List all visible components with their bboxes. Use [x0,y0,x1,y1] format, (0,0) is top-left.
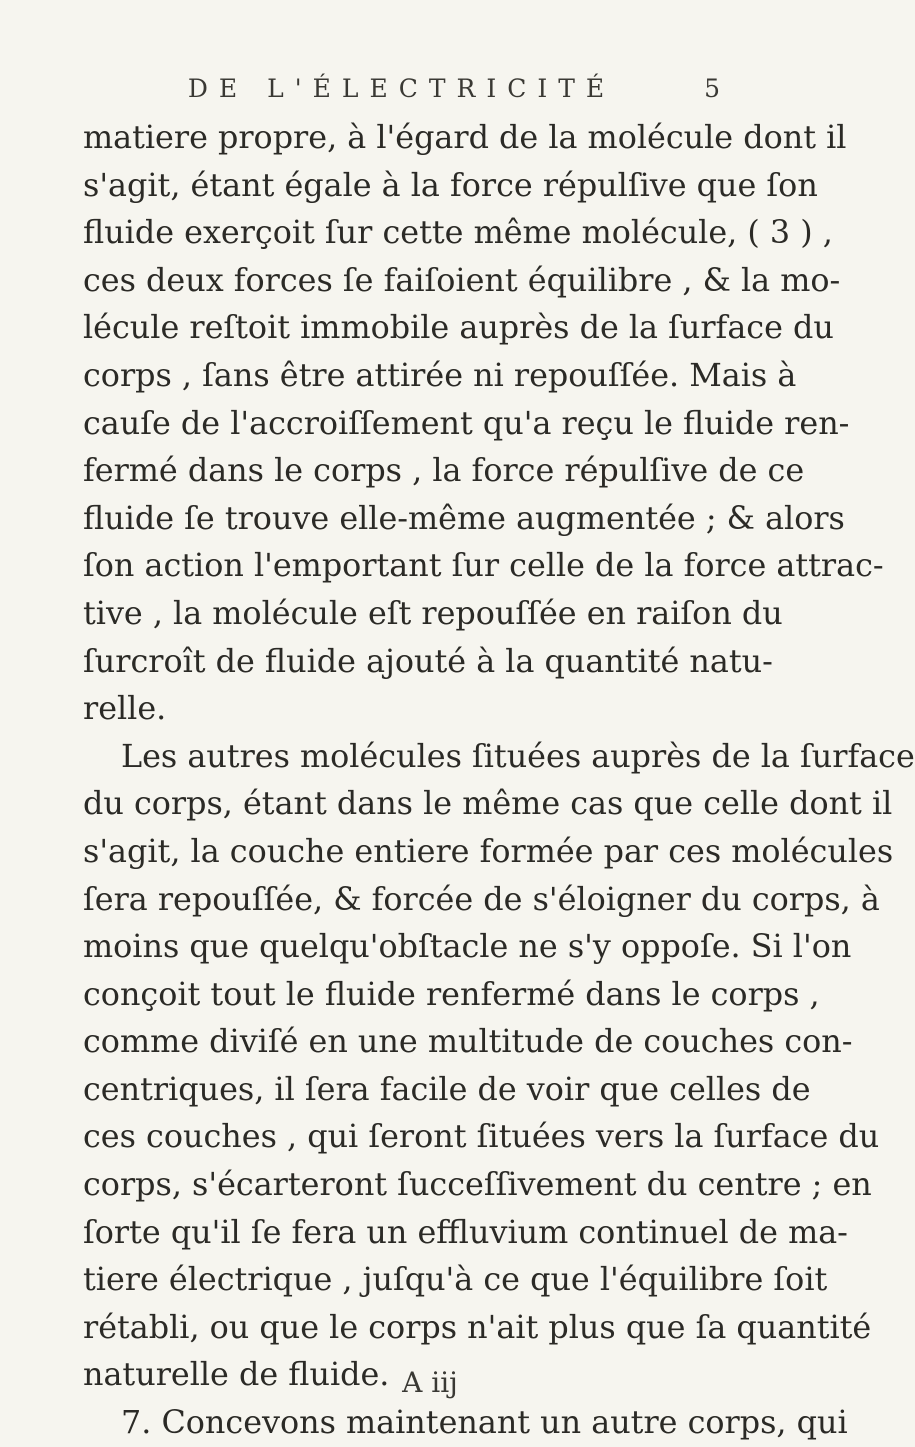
text-line: cauſe de l'accroiſſement qu'a reçu le fluide ren- [83,404,850,442]
text-line: tive , la molécule eſt repouſſée en raiſon du [83,594,783,632]
text-line: fluide ſe trouve elle-même augmentée ; & alors [83,499,845,537]
page-header [83,56,720,102]
text-line: ces couches , qui ſeront ſituées vers la ſurface du [83,1118,880,1156]
text-line: s'agit, étant égale à la force répulſive que ſon [83,166,818,204]
text-line: ces deux forces ſe faiſoient équilibre , & la mo- [83,261,841,299]
text-line: ſurcroît de fluide ajouté à la quantité natu- [83,642,773,680]
text-line: moins que quelqu'obſtacle ne s'y oppoſe. Si l'on [83,928,852,966]
page-number: 5 [704,74,720,103]
text-line: centriques, il ſera facile de voir que celles de [83,1070,811,1108]
text-line: fermé dans le corps , la force répulſive de ce [83,452,805,490]
text-line: du corps, étant dans le même cas que celle dont il [83,785,893,823]
paragraph [83,733,915,1399]
text-line: ſera repouſſée, & forcée de s'éloigner du corps, à [83,880,880,918]
text-line: comme diviſé en une multitude de couches con- [83,1023,853,1061]
text-line: tiere électrique , juſqu'à ce que l'équilibre ſoit [83,1261,828,1299]
paragraph [83,1399,848,1447]
text-line: ſorte qu'il ſe fera un effluvium continuel de ma- [83,1213,848,1251]
text-line: conçoit tout le fluide renfermé dans le corps , [83,975,820,1013]
text-line: lécule reſtoit immobile auprès de la ſurface du [83,309,834,347]
text-line: rétabli, ou que le corps n'ait plus que ſa quantité [83,1308,872,1346]
text-line: relle. [83,690,167,728]
text-line: s'agit, la couche entiere formée par ces molécules [83,832,894,870]
body-text [83,114,915,1447]
text-line: matiere propre, à l'égard de la molécule dont il [83,119,847,156]
paragraph [83,114,884,733]
text-line: naturelle de fluide. [83,1356,390,1394]
text-line: ſon action l'emportant ſur celle de la force attrac- [83,547,884,585]
text-line: Les autres molécules ſituées auprès de la ſurface [121,737,915,775]
signature-mark: A iij [402,1366,458,1399]
running-head: DE L'ÉLECTRICITÉ [187,74,616,103]
text-line: corps, s'écarteront ſucceſſivement du centre ; en [83,1166,872,1204]
text-line: fluide exerçoit ſur cette même molécule, ( 3 ) , [83,214,833,252]
text-line: corps , ſans être attirée ni repouſſée. Mais à [83,356,797,394]
text-line: 7. Concevons maintenant un autre corps, qui [121,1404,848,1442]
